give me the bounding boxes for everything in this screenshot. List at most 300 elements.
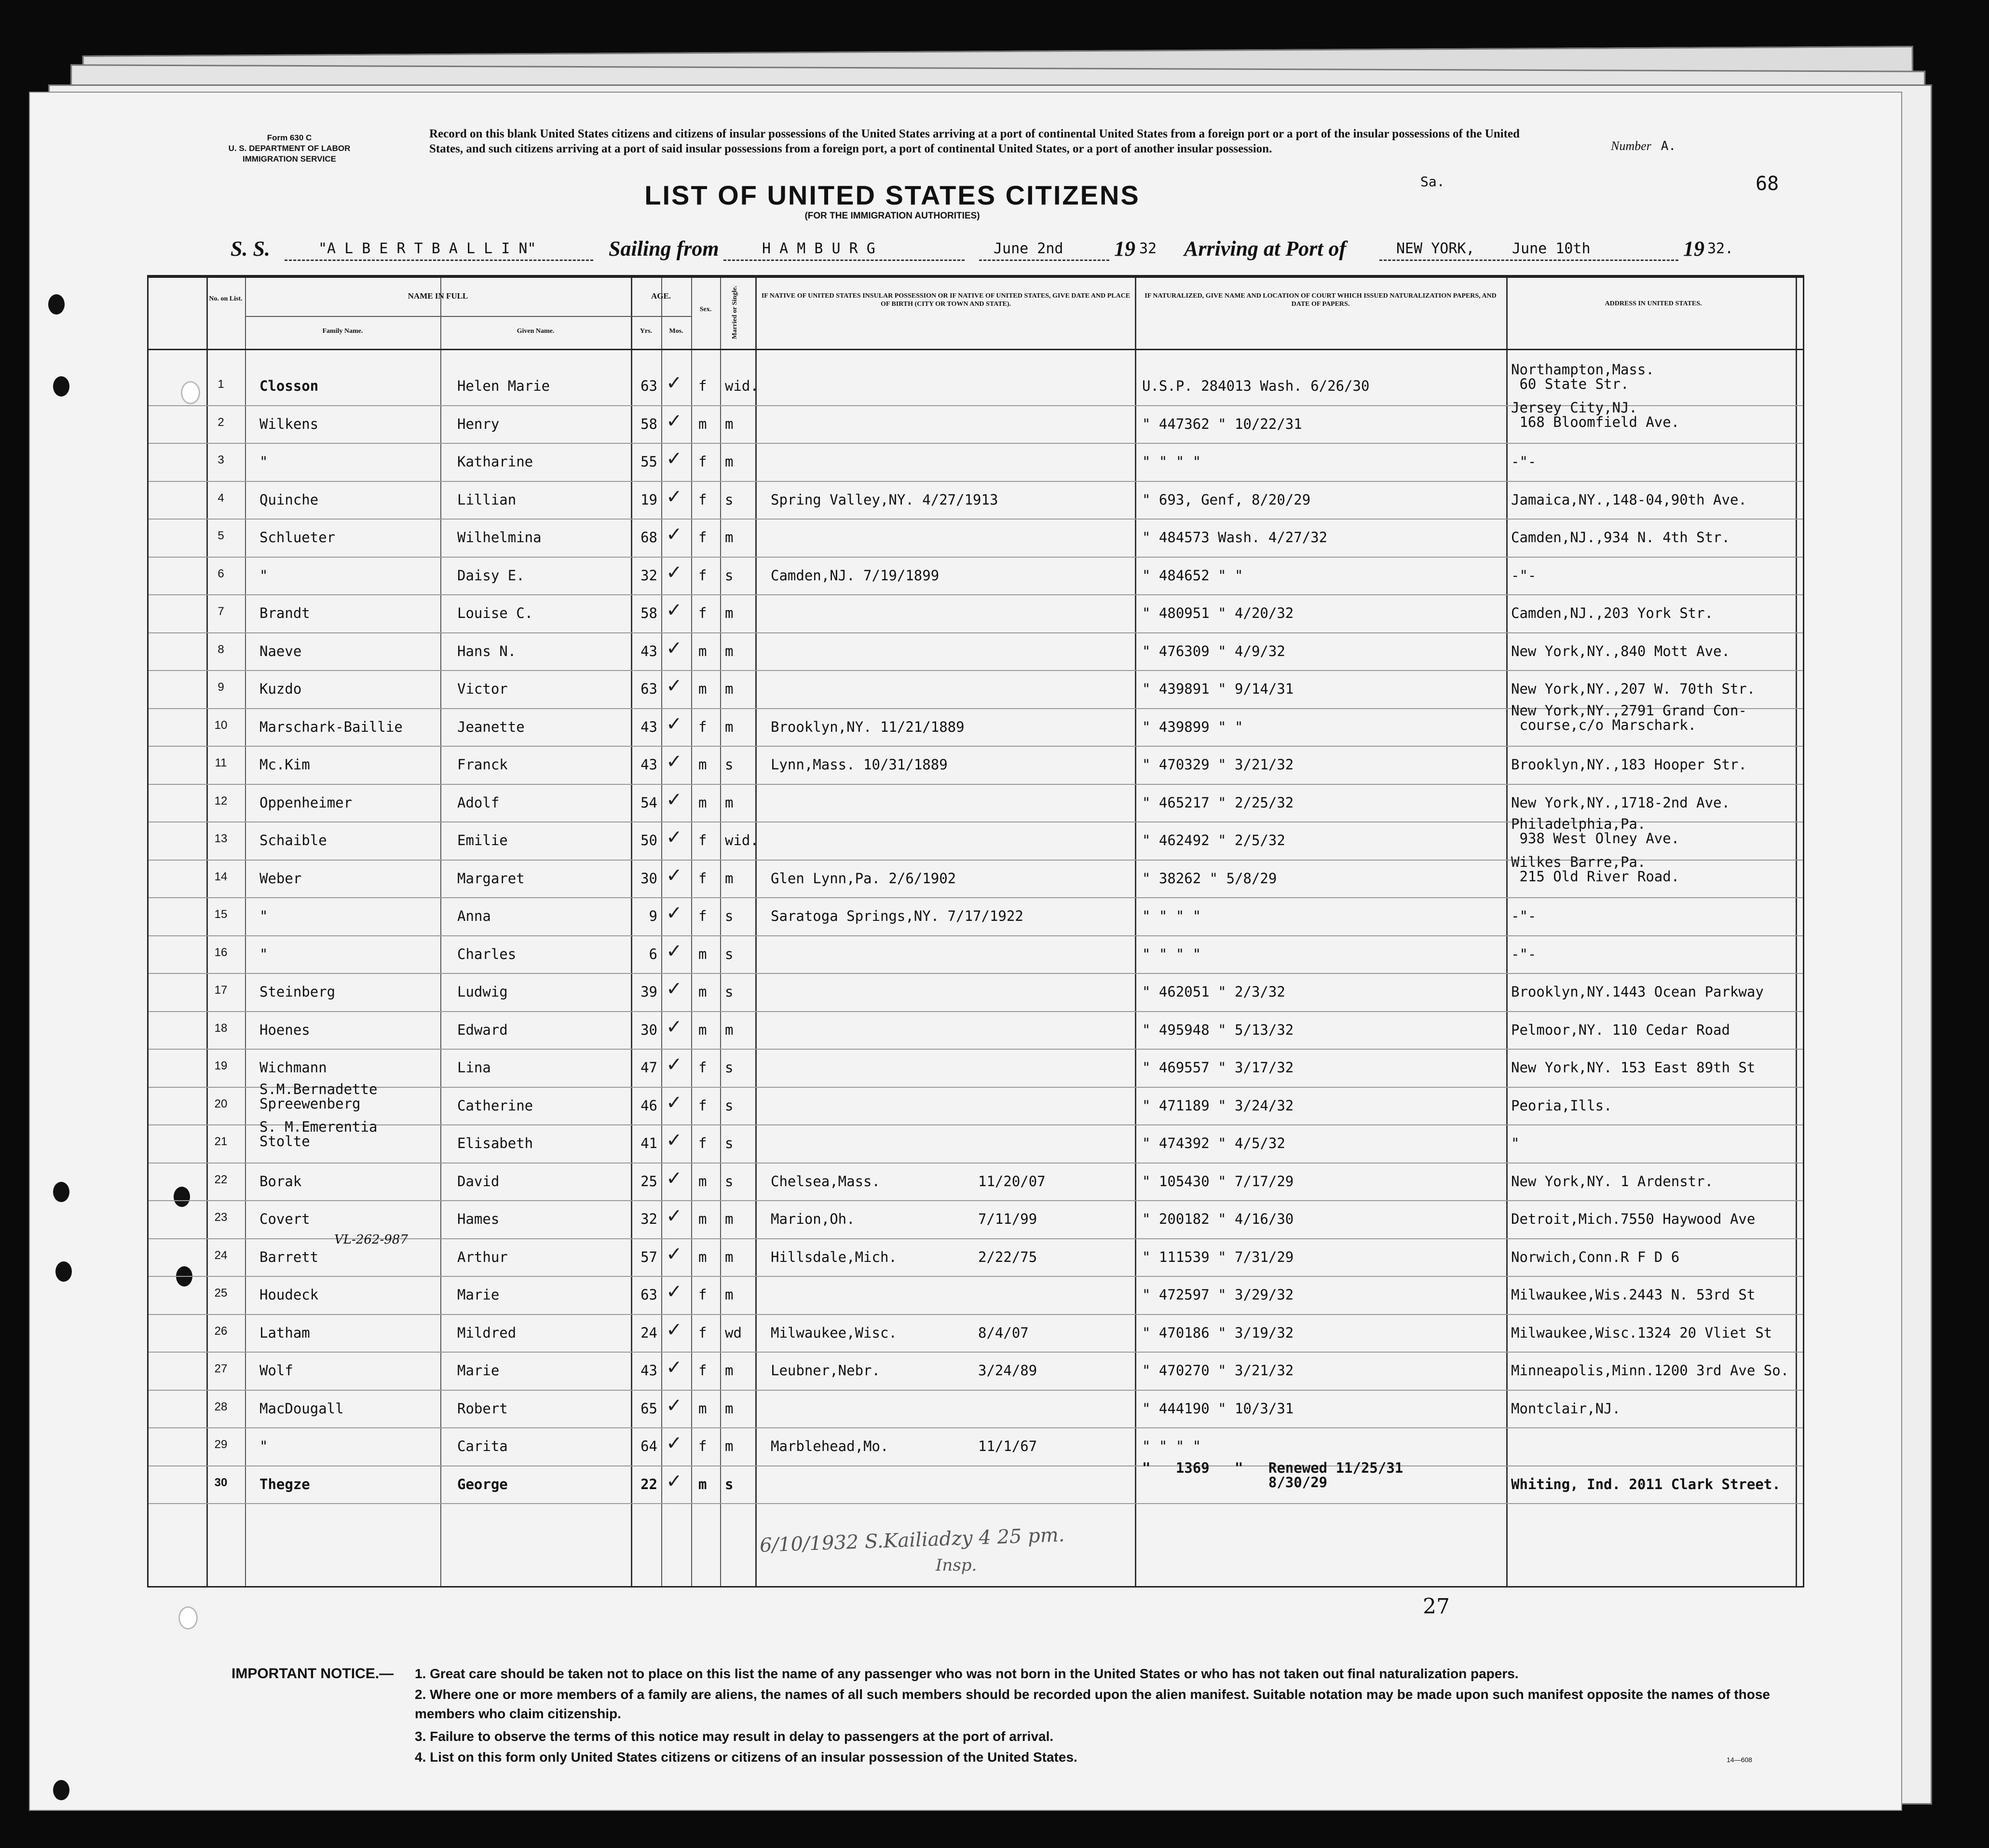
cell-nat: " 484652 " "	[1142, 567, 1243, 584]
cell-no: 3	[218, 453, 224, 466]
cell-given: Robert	[457, 1400, 508, 1417]
cell-no: 23	[214, 1211, 228, 1224]
table-row	[149, 1081, 1803, 1125]
cell-ms: m	[725, 870, 734, 887]
cell-given: Helen Marie	[457, 378, 550, 394]
cell-birth-date: 7/11/99	[978, 1211, 1037, 1227]
cell-age: 19	[640, 491, 657, 508]
cell-ms: wid.	[725, 378, 759, 394]
cell-address: Philadelphia,Pa. 938 West Olney Ave.	[1511, 816, 1680, 847]
cell-address: "	[1511, 1135, 1520, 1151]
cell-address: Milwaukee,Wisc.1324 20 Vliet St	[1511, 1324, 1772, 1341]
cell-address: Pelmoor,NY. 110 Cedar Road	[1511, 1021, 1730, 1038]
cell-no: 5	[218, 529, 224, 542]
arrival-port: NEW YORK,	[1396, 240, 1475, 257]
cell-tick: ✓	[666, 826, 682, 849]
cell-no: 15	[214, 908, 228, 921]
cell-birth: Spring Valley,NY. 4/27/1913	[771, 491, 998, 508]
cell-sex: f	[698, 1324, 707, 1341]
cell-ms: m	[725, 453, 734, 470]
cell-address: -"-	[1511, 453, 1537, 470]
cell-nat: " 462492 " 2/5/32	[1142, 832, 1285, 849]
cell-address: Brooklyn,NY.1443 Ocean Parkway	[1511, 984, 1764, 1000]
cell-family: Weber	[259, 870, 302, 887]
cell-ms: m	[725, 1438, 734, 1454]
cell-sex: m	[698, 681, 707, 697]
cell-given: Edward	[457, 1021, 508, 1038]
header-subrule	[245, 316, 631, 317]
cell-age: 47	[640, 1059, 657, 1076]
cell-ms: s	[725, 984, 734, 1000]
sailing-label: Sailing from	[609, 237, 719, 260]
arrival-date: June 10th	[1512, 240, 1591, 257]
underline	[723, 260, 965, 261]
cell-age: 22	[640, 1476, 657, 1492]
cell-no: 20	[214, 1097, 228, 1110]
cell-sex: f	[698, 1059, 707, 1076]
cell-age: 43	[640, 643, 657, 659]
cell-sex: m	[698, 1400, 707, 1417]
table-row	[149, 853, 1803, 898]
inspector-initials: Insp.	[936, 1556, 977, 1575]
cell-birth: Saratoga Springs,NY. 7/17/1922	[771, 908, 1023, 924]
table-row	[149, 1164, 1803, 1201]
cell-nat: " 38262 " 5/8/29	[1142, 870, 1277, 887]
table-row	[149, 520, 1803, 557]
cell-age: 6	[649, 945, 657, 962]
cell-ms: m	[725, 605, 734, 621]
cell-family: "	[259, 945, 268, 962]
cell-nat: " 476309 " 4/9/32	[1142, 643, 1285, 659]
cell-sex: m	[698, 1211, 707, 1227]
cell-birth: Milwaukee,Wisc.	[771, 1324, 897, 1341]
ss-label: S. S.	[231, 237, 270, 260]
cell-birth-date: 11/20/07	[978, 1173, 1046, 1190]
cell-address: Camden,NJ.,203 York Str.	[1511, 605, 1714, 621]
notice-item-4: 4. List on this form only United States citizens or citizens of an insular possession of the United States.	[415, 1750, 1077, 1765]
form-code: 14—608	[1727, 1756, 1752, 1764]
cell-family: Schlueter	[259, 529, 336, 546]
cell-given: Marie	[457, 1362, 500, 1379]
cell-no: 12	[214, 794, 228, 808]
header-name-in-full: NAME IN FULL	[408, 291, 468, 301]
cell-birth: Brooklyn,NY. 11/21/1889	[771, 718, 965, 735]
cell-address: Whiting, Ind. 2011 Clark Street.	[1511, 1476, 1781, 1492]
cell-tick: ✓	[666, 675, 682, 697]
page-subtitle: (FOR THE IMMIGRATION AUTHORITIES)	[804, 211, 980, 221]
cell-given: Louise C.	[457, 605, 533, 621]
cell-given: Margaret	[457, 870, 525, 887]
cell-age: 64	[640, 1438, 657, 1454]
cell-age: 32	[640, 1211, 657, 1227]
cell-no: 13	[214, 832, 228, 845]
cell-given: Anna	[457, 908, 491, 924]
header-birth-place: IF NATIVE OF UNITED STATES INSULAR POSSESSION OR IF NATIVE OF UNITED STATES, GIVE DATE AND PLACE OF BIRTH (CITY OR TOWN AND STATE).	[761, 292, 1131, 308]
header-rule	[149, 349, 1803, 350]
cell-annotation: VL-262-987	[334, 1232, 408, 1247]
cell-ms: s	[725, 1059, 734, 1076]
cell-given: Carita	[457, 1438, 508, 1454]
cell-nat: " 470329 " 3/21/32	[1142, 756, 1294, 773]
cell-nat: " 470270 " 3/21/32	[1142, 1362, 1294, 1379]
cell-tick: ✓	[666, 902, 682, 924]
cell-no: 8	[218, 643, 224, 656]
cell-no: 6	[218, 567, 224, 580]
cell-tick: ✓	[666, 523, 682, 546]
cell-given: Hans N.	[457, 643, 517, 659]
cell-given: Charles	[457, 945, 517, 962]
cell-family: Thegze	[259, 1476, 310, 1492]
cell-tick: ✓	[666, 1356, 682, 1379]
cell-no: 16	[214, 945, 228, 959]
cell-family: Mc.Kim	[259, 756, 310, 773]
table-row	[149, 1277, 1803, 1314]
arrive-year-prefix: 19	[1683, 237, 1704, 260]
cell-address: Detroit,Mich.7550 Haywood Ave	[1511, 1211, 1756, 1227]
cell-sex: m	[698, 643, 707, 659]
cell-nat: " 462051 " 2/3/32	[1142, 984, 1285, 1000]
sa-mark: Sa.	[1420, 174, 1445, 190]
cell-birth: Hillsdale,Mich.	[771, 1248, 897, 1265]
binder-hole	[53, 376, 69, 397]
cell-given: George	[457, 1476, 508, 1492]
cell-family: "	[259, 908, 268, 924]
cell-age: 43	[640, 1362, 657, 1379]
notice-item-3: 3. Failure to observe the terms of this notice may result in delay to passengers at the port of arrival.	[415, 1729, 1054, 1744]
cell-address: Peoria,Ills.	[1511, 1097, 1612, 1114]
table-row	[149, 1012, 1803, 1050]
cell-address: Milwaukee,Wis.2443 N. 53rd St	[1511, 1287, 1756, 1303]
cell-no: 17	[214, 984, 228, 997]
cell-given: David	[457, 1173, 500, 1190]
binder-hole	[48, 294, 65, 315]
cell-address: New York,NY. 153 East 89th St	[1511, 1059, 1756, 1076]
page-title: LIST OF UNITED STATES CITIZENS	[644, 180, 1140, 210]
cell-family: Hoenes	[259, 1021, 310, 1038]
cell-family: Schaible	[259, 832, 327, 849]
cell-no: 22	[214, 1173, 228, 1186]
cell-tick: ✓	[666, 940, 682, 962]
cell-address: Camden,NJ.,934 N. 4th Str.	[1511, 529, 1730, 546]
cell-sex: f	[698, 1135, 707, 1151]
cell-ms: m	[725, 681, 734, 697]
cell-address: -"-	[1511, 908, 1537, 924]
cell-given: Franck	[457, 756, 508, 773]
cell-ms: wid.	[725, 832, 759, 849]
cell-given: Lillian	[457, 491, 517, 508]
cell-age: 24	[640, 1324, 657, 1341]
header-years: Yrs.	[640, 328, 653, 335]
cell-address: -"-	[1511, 945, 1537, 962]
binder-hole	[53, 1780, 69, 1800]
cell-no: 14	[214, 870, 228, 883]
cell-tick: ✓	[666, 864, 682, 887]
cell-family: "	[259, 567, 268, 584]
form-identifier	[188, 133, 391, 164]
cell-address: New York,NY.,840 Mott Ave.	[1511, 643, 1730, 659]
cell-birth: Camden,NJ. 7/19/1899	[771, 567, 940, 584]
row-rule	[149, 1503, 1803, 1504]
cell-ms: m	[725, 718, 734, 735]
cell-family: Wichmann	[259, 1059, 327, 1076]
cell-ms: m	[725, 1021, 734, 1038]
cell-no: 1	[218, 378, 224, 391]
binder-hole	[178, 1606, 198, 1629]
cell-address: Minneapolis,Minn.1200 3rd Ave So.	[1511, 1362, 1789, 1379]
cell-ms: s	[725, 945, 734, 962]
cell-given: Victor	[457, 681, 508, 697]
cell-given: Hames	[457, 1211, 500, 1227]
number-value: A.	[1661, 139, 1676, 153]
cell-given: Mildred	[457, 1324, 517, 1341]
cell-tick: ✓	[666, 1167, 682, 1190]
header-months: Mos.	[669, 328, 683, 335]
cell-given: Adolf	[457, 794, 500, 811]
cell-tick: ✓	[666, 637, 682, 659]
cell-nat: " 105430 " 7/17/29	[1142, 1173, 1294, 1190]
cell-no: 29	[214, 1438, 228, 1451]
cell-address: New York,NY. 1 Ardenstr.	[1511, 1173, 1714, 1190]
cell-family: Brandt	[259, 605, 310, 621]
cell-tick: ✓	[666, 1205, 682, 1227]
page-number: 68	[1756, 173, 1779, 195]
cell-no: 26	[214, 1324, 228, 1338]
cell-sex: f	[698, 1362, 707, 1379]
cell-sex: f	[698, 870, 707, 887]
cell-age: 9	[649, 908, 657, 924]
cell-family: Kuzdo	[259, 681, 302, 697]
notice-item-1: 1. Great care should be taken not to place on this list the name of any passenger who was not born in the United States or who has not taken out final naturalization papers.	[415, 1666, 1519, 1681]
form-number: Form 630 C	[267, 133, 312, 142]
cell-nat: " 465217 " 2/25/32	[1142, 794, 1294, 811]
cell-age: 57	[640, 1248, 657, 1265]
service-name: IMMIGRATION SERVICE	[243, 154, 336, 164]
cell-sex: f	[698, 605, 707, 621]
cell-age: 63	[640, 1287, 657, 1303]
cell-age: 41	[640, 1135, 657, 1151]
cell-no: 24	[214, 1248, 228, 1262]
cell-given: Lina	[457, 1059, 491, 1076]
cell-nat: " 469557 " 3/17/32	[1142, 1059, 1294, 1076]
cell-no: 11	[215, 756, 227, 769]
cell-ms: s	[725, 567, 734, 584]
cell-family: Wolf	[259, 1362, 293, 1379]
cell-family: Barrett	[259, 1248, 319, 1265]
header-sex: Sex.	[699, 306, 712, 313]
cell-age: 68	[640, 529, 657, 546]
cell-nat: " 480951 " 4/20/32	[1142, 605, 1294, 621]
cell-tick: ✓	[666, 599, 682, 621]
notice-heading: IMPORTANT NOTICE.—	[232, 1666, 394, 1682]
cell-nat: " 470186 " 3/19/32	[1142, 1324, 1294, 1341]
cell-nat: " " " "	[1142, 453, 1201, 470]
cell-ms: m	[725, 1211, 734, 1227]
header-given-name: Given Name.	[517, 328, 555, 335]
cell-ms: m	[725, 1248, 734, 1265]
cell-address: New York,NY.,2791 Grand Con- course,c/o Marschark.	[1511, 702, 1747, 733]
table-row	[149, 898, 1803, 936]
cell-given: Marie	[457, 1287, 500, 1303]
cell-sex: f	[698, 718, 707, 735]
cell-ms: s	[725, 1097, 734, 1114]
cell-sex: m	[698, 1173, 707, 1190]
table-row	[149, 595, 1803, 633]
cell-given: Wilhelmina	[457, 529, 542, 546]
cell-nat: " 474392 " 4/5/32	[1142, 1135, 1285, 1151]
cell-sex: f	[698, 491, 707, 508]
cell-birth-date: 2/22/75	[978, 1248, 1037, 1265]
cell-family: Quinche	[259, 491, 319, 508]
passenger-table	[147, 275, 1804, 1588]
table-row	[149, 1428, 1803, 1466]
cell-family: Borak	[259, 1173, 302, 1190]
cell-nat: U.S.P. 284013 Wash. 6/26/30	[1142, 378, 1370, 394]
cell-tick: ✓	[666, 485, 682, 508]
cell-family: MacDougall	[259, 1400, 344, 1417]
cell-ms: s	[725, 1476, 734, 1492]
cell-no: 30	[214, 1476, 228, 1489]
binder-hole	[55, 1261, 72, 1282]
table-row	[149, 1232, 1803, 1277]
table-row	[149, 633, 1803, 671]
cell-tick: ✓	[666, 1129, 682, 1151]
cell-nat: " 439899 " "	[1142, 718, 1243, 735]
table-row	[149, 702, 1803, 747]
citizen-count: 27	[1423, 1594, 1450, 1619]
header-marital-status: Married or Single.	[731, 286, 738, 339]
cell-age: 39	[640, 984, 657, 1000]
cell-birth: Leubner,Nebr.	[771, 1362, 880, 1379]
cell-no: 25	[214, 1287, 228, 1300]
cell-ms: m	[725, 415, 734, 432]
cell-given: Katharine	[457, 453, 533, 470]
cell-sex: f	[698, 832, 707, 849]
cell-nat: " 439891 " 9/14/31	[1142, 681, 1294, 697]
cell-address: Wilkes Barre,Pa. 215 Old River Road.	[1511, 853, 1680, 885]
cell-no: 10	[214, 718, 228, 732]
cell-age: 63	[640, 378, 657, 394]
year-suffix: 32	[1139, 240, 1157, 257]
cell-age: 54	[640, 794, 657, 811]
cell-age: 43	[640, 756, 657, 773]
cell-tick: ✓	[666, 1281, 682, 1303]
cell-ms: s	[725, 908, 734, 924]
cell-ms: s	[725, 1135, 734, 1151]
cell-birth-date: 11/1/67	[978, 1438, 1037, 1454]
cell-tick: ✓	[666, 448, 682, 470]
cell-birth-date: 3/24/89	[978, 1362, 1037, 1379]
cell-family: Naeve	[259, 643, 302, 659]
cell-sex: f	[698, 1287, 707, 1303]
cell-birth: Marion,Oh.	[771, 1211, 855, 1227]
cell-nat: " 111539 " 7/31/29	[1142, 1248, 1294, 1265]
record-instructions: Record on this blank United States citizens and citizens of insular possessions of the United States arriving at a port of continental United States from a foreign port or a port of the insular possessions of the United States, and such citizens arriving at a port of said insular possessions from a foreign port, a port of continental United States, or a port of another insular possession.	[429, 127, 1520, 155]
cell-ms: s	[725, 1173, 734, 1190]
cell-no: 21	[214, 1135, 228, 1148]
cell-sex: m	[698, 415, 707, 432]
table-row	[149, 1050, 1803, 1087]
cell-nat: " 693, Genf, 8/20/29	[1142, 491, 1311, 508]
cell-ms: m	[725, 1400, 734, 1417]
cell-sex: f	[698, 567, 707, 584]
cell-given: Ludwig	[457, 984, 508, 1000]
header-family-name: Family Name.	[322, 328, 363, 335]
cell-nat: " 471189 " 3/24/32	[1142, 1097, 1294, 1114]
cell-ms: m	[725, 1287, 734, 1303]
cell-age: 65	[640, 1400, 657, 1417]
cell-address: Northampton,Mass. 60 State Str.	[1511, 361, 1654, 392]
cell-tick: ✓	[666, 372, 682, 394]
cell-address: Montclair,NJ.	[1511, 1400, 1621, 1417]
cell-family: "	[259, 1438, 268, 1454]
cell-ms: s	[725, 491, 734, 508]
cell-sex: f	[698, 453, 707, 470]
sail-date: June 2nd	[994, 240, 1063, 257]
cell-nat: " 495948 " 5/13/32	[1142, 1021, 1294, 1038]
header-address: ADDRESS IN UNITED STATES.	[1605, 300, 1702, 307]
table-row	[149, 1353, 1803, 1390]
cell-no: 27	[214, 1362, 228, 1375]
cell-tick: ✓	[666, 410, 682, 432]
cell-ms: s	[725, 756, 734, 773]
cell-age: 43	[640, 718, 657, 735]
cell-nat: " 200182 " 4/16/30	[1142, 1211, 1294, 1227]
arriving-label: Arriving at Port of	[1184, 237, 1347, 260]
cell-ms: m	[725, 1362, 734, 1379]
cell-nat: " 444190 " 10/3/31	[1142, 1400, 1294, 1417]
table-row	[149, 1459, 1803, 1504]
table-row	[149, 936, 1803, 974]
cell-no: 4	[218, 491, 224, 505]
cell-age: 46	[640, 1097, 657, 1114]
cell-sex: m	[698, 984, 707, 1000]
cell-sex: m	[698, 756, 707, 773]
cell-nat: " 447362 " 10/22/31	[1142, 415, 1302, 432]
cell-sex: f	[698, 1097, 707, 1114]
cell-no: 28	[214, 1400, 228, 1413]
cell-address: -"-	[1511, 567, 1537, 584]
notice-item-2: 2. Where one or more members of a family are aliens, the names of all such members should be recorded upon the alien manifest. Suitable notation may be made upon such manifest opposite the names of those members who claim citizenship.	[415, 1687, 1770, 1721]
cell-nat: " 484573 Wash. 4/27/32	[1142, 529, 1328, 546]
cell-address: New York,NY.,1718-2nd Ave.	[1511, 794, 1730, 811]
cell-address: Jamaica,NY.,148-04,90th Ave.	[1511, 491, 1747, 508]
ship-name: "A L B E R T B A L L I N"	[318, 240, 536, 257]
cell-tick: ✓	[666, 1091, 682, 1114]
table-row	[149, 1315, 1803, 1353]
cell-sex: m	[698, 945, 707, 962]
cell-tick: ✓	[666, 561, 682, 584]
header-rule	[149, 276, 1803, 278]
cell-no: 19	[214, 1059, 228, 1072]
cell-ms: m	[725, 529, 734, 546]
underline	[285, 260, 593, 261]
cell-family: "	[259, 453, 268, 470]
table-row	[149, 974, 1803, 1012]
arrive-year-suffix: 32.	[1707, 240, 1734, 257]
cell-tick: ✓	[666, 1054, 682, 1076]
table-row	[149, 558, 1803, 595]
cell-sex: f	[698, 378, 707, 394]
cell-sex: f	[698, 529, 707, 546]
cell-nat: " " " "	[1142, 1438, 1201, 1454]
cell-sex: m	[698, 1021, 707, 1038]
cell-tick: ✓	[666, 1243, 682, 1265]
cell-no: 7	[218, 605, 224, 618]
cell-ms: wd	[725, 1324, 742, 1341]
cell-sex: f	[698, 1438, 707, 1454]
cell-address: Jersey City,NJ. 168 Bloomfield Ave.	[1511, 399, 1680, 430]
cell-tick: ✓	[666, 1318, 682, 1341]
